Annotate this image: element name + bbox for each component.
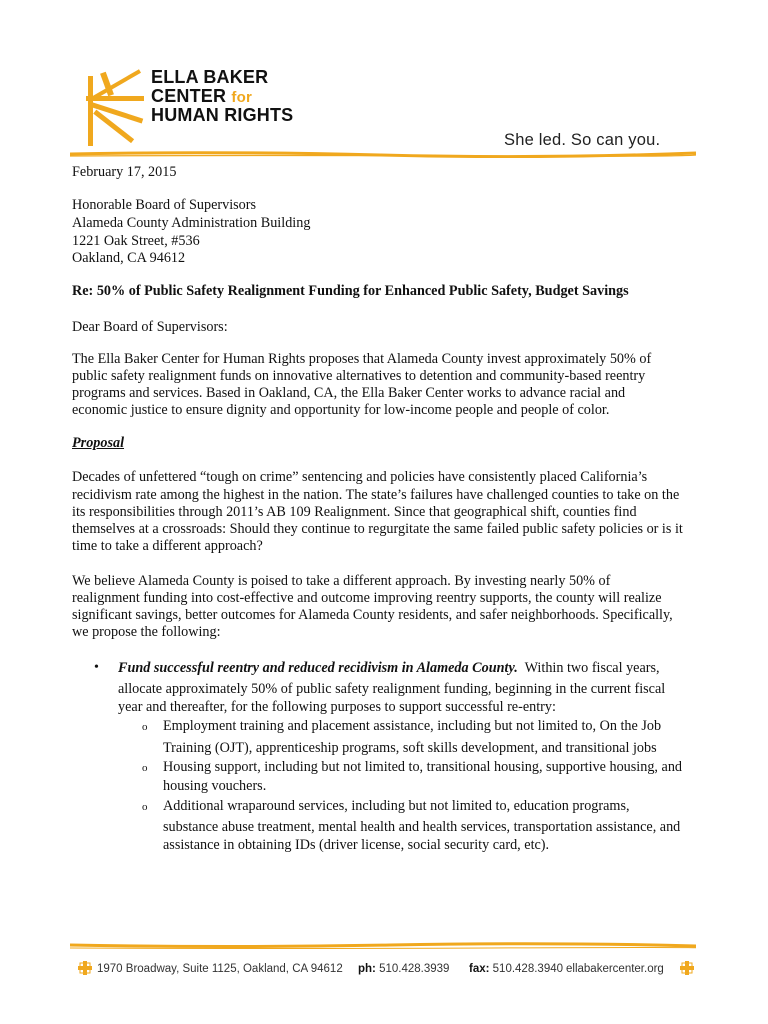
bullet-marker: • bbox=[94, 660, 99, 675]
logo-line-2 bbox=[151, 87, 252, 107]
subbullet-line: Additional wraparound services, including but not limited to, education programs, bbox=[163, 798, 630, 814]
bullet-title: Fund successful reentry and reduced recidivism in Alameda County. bbox=[118, 660, 518, 676]
footer-website[interactable]: ellabakercenter.org bbox=[566, 963, 664, 975]
subbullet-line: Training (OJT), apprenticeship programs, soft skills development, and transitional jobs bbox=[163, 740, 657, 756]
para1-line: time to take a different approach? bbox=[72, 538, 263, 554]
subbullet-marker: o bbox=[142, 762, 148, 774]
para2-line: we propose the following: bbox=[72, 624, 221, 640]
footer-fax bbox=[469, 963, 563, 975]
footer-phone bbox=[358, 963, 449, 975]
plus-cross-icon bbox=[77, 960, 93, 976]
para1-line: its responsibilities through 2011’s AB 109 Realignment. Since that geographical shift, counties find bbox=[72, 504, 637, 520]
para1-line: Decades of unfettered “tough on crime” sentencing and policies have consistently placed California’s bbox=[72, 469, 648, 485]
letter-date: February 17, 2015 bbox=[72, 164, 177, 180]
para1-line: recidivism rate among the highest in the nation. The state’s failures have challenged counties to take on the bbox=[72, 487, 680, 503]
subbullet-marker: o bbox=[142, 721, 148, 733]
subject-line: Re: 50% of Public Safety Realignment Funding for Enhanced Public Safety, Budget Savings bbox=[72, 283, 629, 299]
subbullet-marker: o bbox=[142, 801, 148, 813]
subbullet-line: assistance in obtaining IDs (driver license, social security card, etc). bbox=[163, 837, 550, 853]
sunburst-logo-icon bbox=[84, 66, 144, 146]
logo-line-1: ELLA BAKER bbox=[151, 67, 269, 87]
subbullet-line: Housing support, including but not limited to, transitional housing, supportive housing, and bbox=[163, 759, 683, 775]
subbullet-line: substance abuse treatment, mental health and health services, transportation assistance, and bbox=[163, 819, 681, 835]
address-line: Oakland, CA 94612 bbox=[72, 250, 186, 266]
tagline: She led. So can you. bbox=[504, 131, 661, 149]
phone-number: 510.428.3939 bbox=[379, 963, 450, 975]
intro-line: programs and services. Based in Oakland, CA, the Ella Baker Center works to advance racial and bbox=[72, 385, 626, 401]
para2-line: significant savings, better outcomes for Alameda County residents, and safer neighborhoods. Specifically, bbox=[72, 607, 673, 623]
plus-cross-icon bbox=[679, 960, 695, 976]
bullet-line: allocate approximately 50% of public safety realignment funding, beginning in the current fiscal bbox=[118, 681, 666, 697]
para2-line: realignment funding into cost-effective and outcome improving reentry supports, the county will realize bbox=[72, 590, 662, 606]
subbullet-line: housing vouchers. bbox=[163, 778, 267, 794]
logo-center: CENTER bbox=[151, 86, 227, 106]
bullet-line: year and thereafter, for the following purposes to support successful re-entry: bbox=[118, 699, 556, 715]
logo-line-3: HUMAN RIGHTS bbox=[151, 105, 294, 125]
para1-line: themselves at a crossroads: Should they continue to regurgitate the same failed public safety policies or is it bbox=[72, 521, 683, 537]
address-line: Alameda County Administration Building bbox=[72, 215, 311, 231]
fax-label: fax: bbox=[469, 963, 490, 975]
salutation: Dear Board of Supervisors: bbox=[72, 319, 228, 335]
address-line: Honorable Board of Supervisors bbox=[72, 197, 257, 213]
subbullet-line: Employment training and placement assistance, including but not limited to, On the Job bbox=[163, 718, 662, 734]
address-line: 1221 Oak Street, #536 bbox=[72, 233, 200, 249]
para2-line: We believe Alameda County is poised to take a different approach. By investing nearly 50% of bbox=[72, 573, 611, 589]
logo-for: for bbox=[231, 89, 253, 106]
header-divider bbox=[70, 150, 696, 158]
proposal-heading: Proposal bbox=[72, 435, 125, 451]
footer-divider bbox=[70, 942, 696, 950]
intro-line: public safety realignment funds on innovative alternatives to detention and community-based reentry bbox=[72, 368, 646, 384]
footer-address: 1970 Broadway, Suite 1125, Oakland, CA 94612 bbox=[97, 963, 343, 975]
intro-line: The Ella Baker Center for Human Rights proposes that Alameda County invest approximately 50% of bbox=[72, 351, 652, 367]
intro-line: economic justice to ensure dignity and opportunity for low-income people and people of color. bbox=[72, 402, 610, 418]
bullet-first-line bbox=[118, 659, 660, 677]
phone-label: ph: bbox=[358, 963, 376, 975]
fax-number: 510.428.3940 bbox=[492, 963, 564, 975]
bullet-text: Within two fiscal years, bbox=[524, 660, 660, 676]
